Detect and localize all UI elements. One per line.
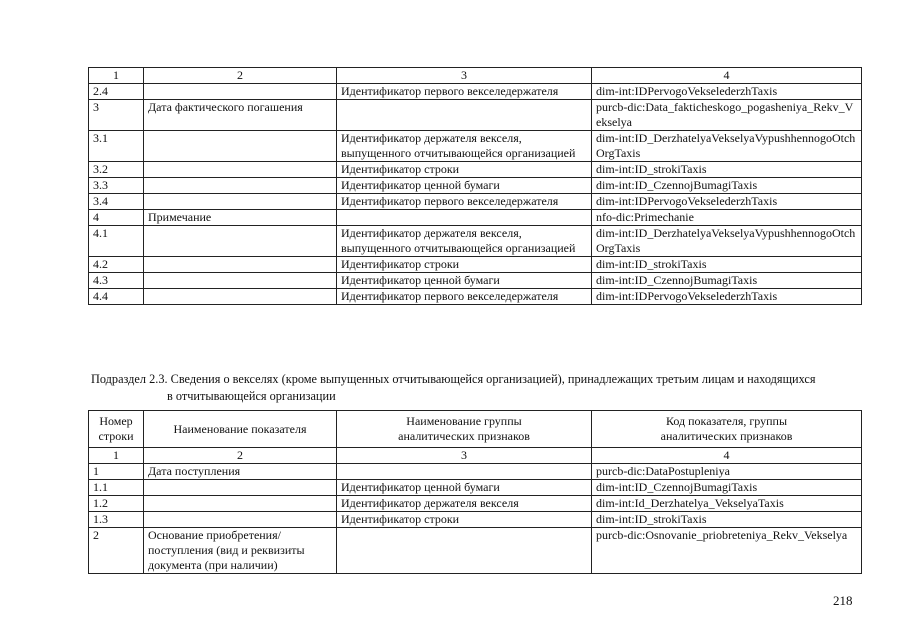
column-number: 3: [337, 68, 592, 84]
analytic-group-name: [337, 528, 592, 574]
row-number: 3: [89, 100, 144, 131]
indicator-code: dim-int:ID_DerzhatelyaVekselyaVypushhennogoOtchOrgTaxis: [592, 226, 862, 257]
section-heading: [91, 371, 871, 405]
analytic-group-name: Идентификатор ценной бумаги: [337, 273, 592, 289]
analytic-group-name: Идентификатор строки: [337, 512, 592, 528]
analytic-group-name: [337, 100, 592, 131]
indicators-table-continued: [88, 67, 862, 305]
row-number: 3.3: [89, 178, 144, 194]
analytic-group-name: Идентификатор держателя векселя: [337, 496, 592, 512]
table-row: [89, 210, 862, 226]
analytic-group-name: Идентификатор первого векселедержателя: [337, 194, 592, 210]
indicator-name: [144, 273, 337, 289]
column-number: 2: [144, 68, 337, 84]
column-number: 4: [592, 68, 862, 84]
indicator-name: Основание приобретения/ поступления (вид и реквизиты документа (при наличии): [144, 528, 337, 574]
table-row: [89, 496, 862, 512]
row-number: 3.1: [89, 131, 144, 162]
column-number: 1: [89, 68, 144, 84]
row-number: 1.1: [89, 480, 144, 496]
row-number: 4.2: [89, 257, 144, 273]
table-row: [89, 131, 862, 162]
analytic-group-name: [337, 464, 592, 480]
indicator-name: [144, 84, 337, 100]
section-heading-line1: Подраздел 2.3. Сведения о векселях (кроме выпущенных отчитывающейся организацией), принадлежащих третьим лицам и находящихся: [91, 372, 816, 386]
table-row: [89, 84, 862, 100]
row-number: 1.3: [89, 512, 144, 528]
column-header: Номер строки: [89, 411, 144, 448]
indicator-name: [144, 194, 337, 210]
analytic-group-name: [337, 210, 592, 226]
indicator-name: [144, 131, 337, 162]
indicator-name: [144, 480, 337, 496]
header-row: [89, 411, 862, 448]
table-row: [89, 226, 862, 257]
table-row: [89, 273, 862, 289]
indicator-name: [144, 178, 337, 194]
column-number: 1: [89, 448, 144, 464]
indicator-code: dim-int:IDPervogoVekselederzhTaxis: [592, 194, 862, 210]
indicator-code: nfo-dic:Primechanie: [592, 210, 862, 226]
section-heading-line2: в отчитывающейся организации: [167, 389, 336, 403]
scan-margin-mark: [28, 548, 38, 580]
analytic-group-name: Идентификатор первого векселедержателя: [337, 84, 592, 100]
column-number-row: [89, 68, 862, 84]
indicator-code: dim-int:ID_DerzhatelyaVekselyaVypushhennogoOtchOrgTaxis: [592, 131, 862, 162]
column-header: Код показателя, группы аналитических признаков: [592, 411, 862, 448]
indicator-name: [144, 512, 337, 528]
analytic-group-name: Идентификатор ценной бумаги: [337, 480, 592, 496]
column-number: 3: [337, 448, 592, 464]
indicator-code: dim-int:ID_CzennojBumagiTaxis: [592, 273, 862, 289]
indicator-code: dim-int:ID_CzennojBumagiTaxis: [592, 178, 862, 194]
indicator-name: Дата поступления: [144, 464, 337, 480]
indicator-name: [144, 289, 337, 305]
indicator-code: dim-int:IDPervogoVekselederzhTaxis: [592, 84, 862, 100]
page-number: 218: [833, 593, 853, 608]
column-number-row: [89, 448, 862, 464]
table-row: [89, 194, 862, 210]
analytic-group-name: Идентификатор строки: [337, 162, 592, 178]
table-row: [89, 100, 862, 131]
indicator-code: dim-int:ID_CzennojBumagiTaxis: [592, 480, 862, 496]
row-number: 3.2: [89, 162, 144, 178]
indicator-code: dim-int:ID_strokiTaxis: [592, 162, 862, 178]
column-number: 2: [144, 448, 337, 464]
row-number: 4.4: [89, 289, 144, 305]
indicator-name: [144, 496, 337, 512]
indicator-code: dim-int:ID_strokiTaxis: [592, 512, 862, 528]
analytic-group-name: Идентификатор держателя векселя, выпущенного отчитывающейся организацией: [337, 226, 592, 257]
indicator-name: [144, 162, 337, 178]
row-number: 2: [89, 528, 144, 574]
table-row: [89, 162, 862, 178]
row-number: 4.3: [89, 273, 144, 289]
analytic-group-name: Идентификатор ценной бумаги: [337, 178, 592, 194]
analytic-group-name: Идентификатор строки: [337, 257, 592, 273]
column-header: Наименование показателя: [144, 411, 337, 448]
indicator-code: dim-int:IDPervogoVekselederzhTaxis: [592, 289, 862, 305]
indicator-name: [144, 226, 337, 257]
table-row: [89, 257, 862, 273]
row-number: 4.1: [89, 226, 144, 257]
table-row: [89, 512, 862, 528]
row-number: 4: [89, 210, 144, 226]
analytic-group-name: Идентификатор держателя векселя, выпущенного отчитывающейся организацией: [337, 131, 592, 162]
indicator-code: purcb-dic:Data_fakticheskogo_pogasheniya_Rekv_Vekselya: [592, 100, 862, 131]
indicator-name: Дата фактического погашения: [144, 100, 337, 131]
table-row: [89, 528, 862, 574]
column-number: 4: [592, 448, 862, 464]
indicator-code: dim-int:ID_strokiTaxis: [592, 257, 862, 273]
indicator-name: Примечание: [144, 210, 337, 226]
indicator-code: purcb-dic:DataPostupleniya: [592, 464, 862, 480]
indicators-table-2-3: [88, 410, 862, 574]
table-row: [89, 178, 862, 194]
row-number: 2.4: [89, 84, 144, 100]
table-row: [89, 480, 862, 496]
column-header: Наименование группы аналитических признаков: [337, 411, 592, 448]
table-row: [89, 464, 862, 480]
indicator-name: [144, 257, 337, 273]
indicator-code: purcb-dic:Osnovanie_priobreteniya_Rekv_Vekselya: [592, 528, 862, 574]
table-row: [89, 289, 862, 305]
row-number: 3.4: [89, 194, 144, 210]
row-number: 1.2: [89, 496, 144, 512]
indicator-code: dim-int:Id_Derzhatelya_VekselyaTaxis: [592, 496, 862, 512]
analytic-group-name: Идентификатор первого векселедержателя: [337, 289, 592, 305]
row-number: 1: [89, 464, 144, 480]
